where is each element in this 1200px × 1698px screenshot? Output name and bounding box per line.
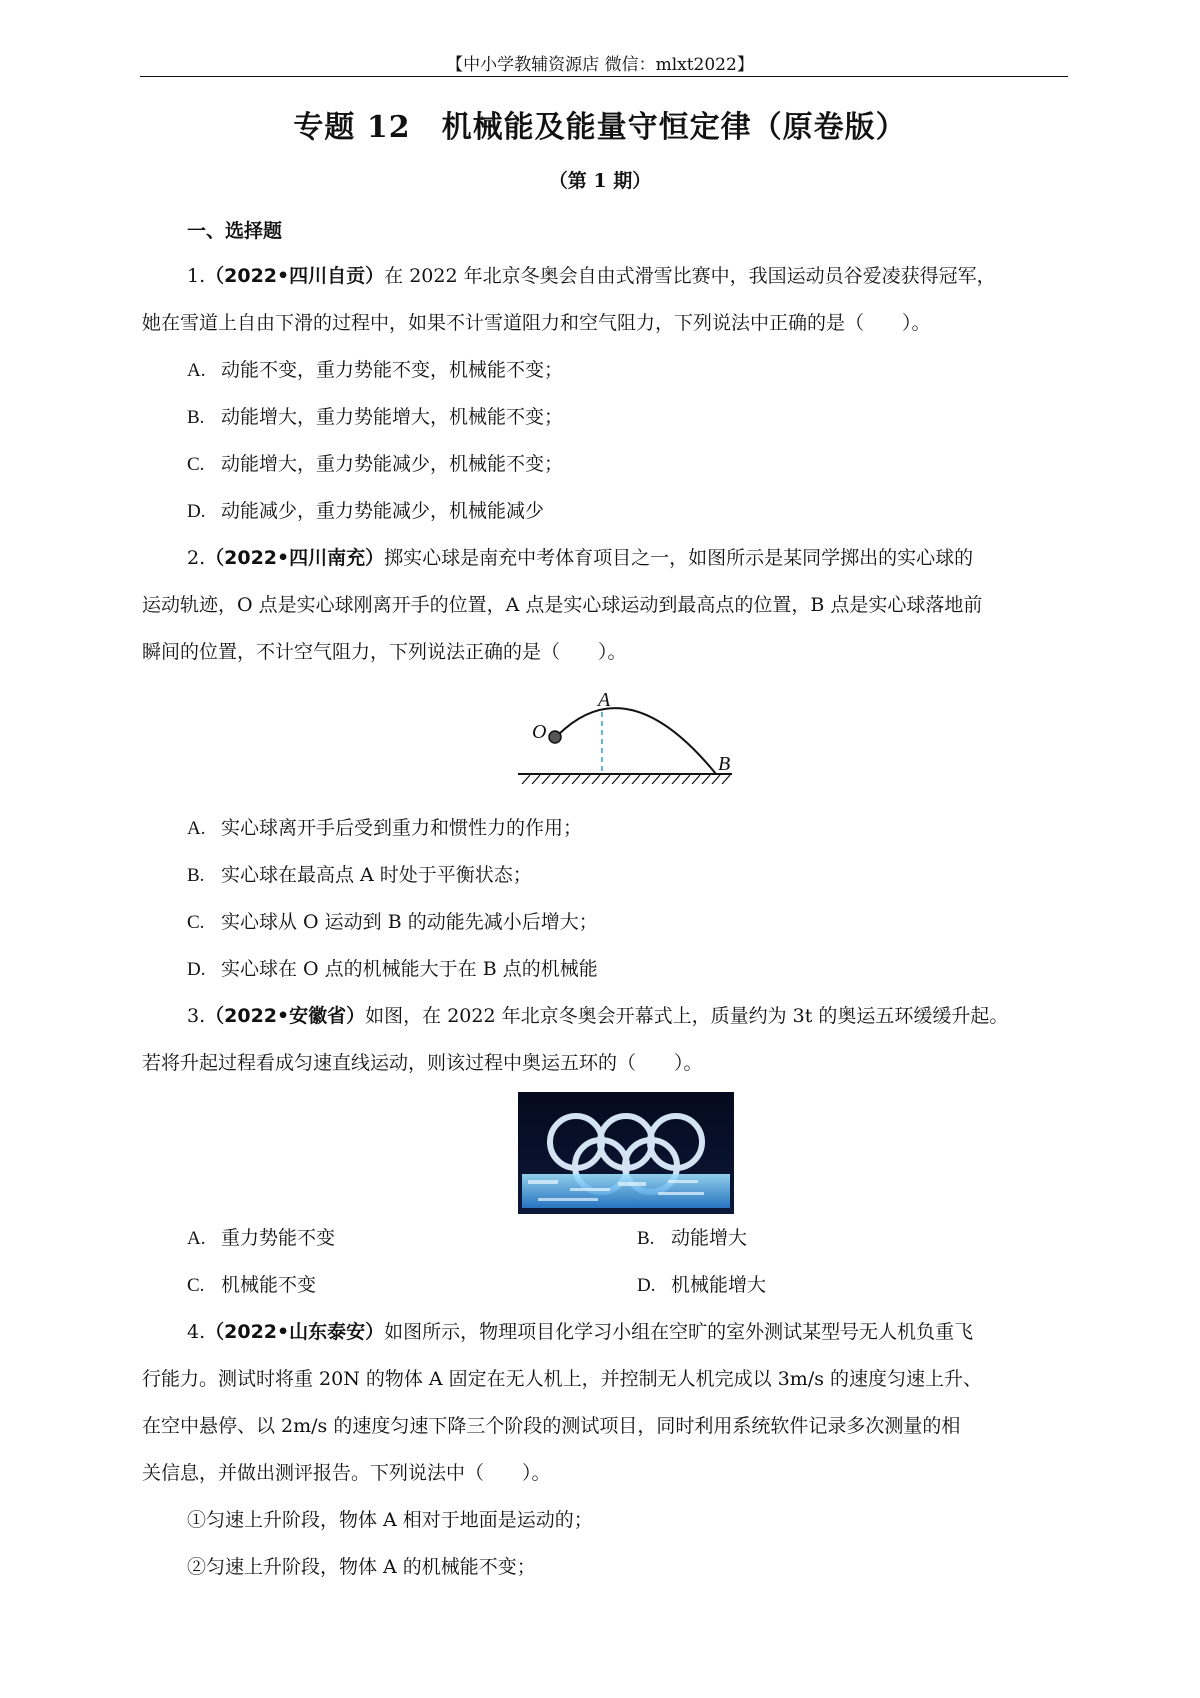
option-label: B. — [637, 1228, 655, 1249]
q4-line-4: 关信息，并做出测评报告。下列说法中（ ）。 — [142, 1462, 551, 1484]
option-text: 动能不变，重力势能不变，机械能不变； — [221, 359, 564, 381]
ball-icon — [549, 731, 561, 743]
q1-source: （2022•四川自贡） — [205, 265, 385, 287]
q1-option-c[interactable] — [187, 452, 563, 477]
q3-line-2: 若将升起过程看成匀速直线运动，则该过程中奥运五环的（ ）。 — [142, 1052, 703, 1074]
q1-option-b[interactable] — [187, 405, 563, 430]
option-label: B. — [187, 407, 205, 428]
q2-line-2: 运动轨迹，O 点是实心球刚离开手的位置，A 点是实心球运动到最高点的位置，B 点是实心球落地前 — [142, 594, 983, 616]
q4-statement-2: ②匀速上升阶段，物体 A 的机械能不变； — [187, 1556, 536, 1578]
option-text: 机械能增大 — [671, 1274, 767, 1296]
header-banner: 【中小学教辅资源店 微信：mlxt2022】 — [446, 55, 754, 75]
q3-option-b[interactable] — [637, 1226, 747, 1251]
option-text: 实心球离开手后受到重力和惯性力的作用； — [221, 817, 583, 839]
section-heading: 一、选择题 — [187, 220, 283, 242]
q1-number: 1. — [187, 265, 206, 287]
option-label: D. — [637, 1275, 656, 1296]
q3-option-c[interactable] — [187, 1273, 316, 1298]
q2-text-1: 掷实心球是南充中考体育项目之一，如图所示是某同学掷出的实心球的 — [384, 547, 974, 569]
option-text: 实心球在 O 点的机械能大于在 B 点的机械能 — [221, 958, 598, 980]
q4-source: （2022•山东泰安） — [205, 1321, 385, 1343]
option-label: A. — [187, 360, 206, 381]
label-a: A — [598, 689, 611, 711]
option-label: D. — [187, 501, 206, 522]
label-b: B — [718, 753, 731, 775]
q2-option-c[interactable] — [187, 910, 598, 935]
q1-text-1: 在 2022 年北京冬奥会自由式滑雪比赛中，我国运动员谷爱凌获得冠军， — [384, 265, 996, 287]
q2-line-3: 瞬间的位置，不计空气阻力，下列说法正确的是（ ）。 — [142, 641, 627, 663]
trajectory-curve — [558, 708, 716, 774]
option-label: B. — [187, 865, 205, 886]
label-o: O — [532, 721, 547, 743]
option-text: 动能增大，重力势能减少，机械能不变； — [221, 453, 564, 475]
q3-option-a[interactable] — [187, 1226, 335, 1251]
option-label: C. — [187, 454, 205, 475]
option-label: A. — [187, 818, 206, 839]
q2-line-1 — [187, 546, 973, 570]
option-text: 重力势能不变 — [221, 1227, 336, 1249]
q4-text-1: 如图所示，物理项目化学习小组在空旷的室外测试某型号无人机负重飞 — [384, 1321, 974, 1343]
q2-option-a[interactable] — [187, 816, 582, 841]
olympic-rings-photo — [518, 1092, 734, 1214]
ground-hatching — [522, 775, 730, 784]
page-title: 专题 12 机械能及能量守恒定律（原卷版） — [293, 110, 907, 145]
q3-number: 3. — [187, 1005, 206, 1027]
option-text: 机械能不变 — [221, 1274, 317, 1296]
q3-line-1 — [187, 1004, 1008, 1028]
option-label: A. — [187, 1228, 206, 1249]
option-text: 动能减少，重力势能减少，机械能减少 — [221, 500, 545, 522]
q1-option-d[interactable] — [187, 499, 544, 524]
q2-source: （2022•四川南充） — [205, 547, 385, 569]
q1-line-2: 她在雪道上自由下滑的过程中，如果不计雪道阻力和空气阻力，下列说法中正确的是（ ）。 — [142, 312, 931, 334]
q4-line-1 — [187, 1320, 973, 1344]
q3-source: （2022•安徽省） — [205, 1005, 366, 1027]
option-label: D. — [187, 959, 206, 980]
option-text: 动能增大，重力势能增大，机械能不变； — [221, 406, 564, 428]
q3-text-1: 如图，在 2022 年北京冬奥会开幕式上，质量约为 3t 的奥运五环缓缓升起。 — [365, 1005, 1009, 1027]
q4-statement-1: ①匀速上升阶段，物体 A 相对于地面是运动的； — [187, 1509, 593, 1531]
q2-option-d[interactable] — [187, 957, 598, 982]
option-text: 实心球从 O 运动到 B 的动能先减小后增大； — [221, 911, 598, 933]
q3-option-d[interactable] — [637, 1273, 766, 1298]
q4-number: 4. — [187, 1321, 206, 1343]
option-label: C. — [187, 912, 205, 933]
option-text: 实心球在最高点 A 时处于平衡状态； — [221, 864, 532, 886]
q2-number: 2. — [187, 547, 206, 569]
q4-line-3: 在空中悬停、以 2m/s 的速度匀速下降三个阶段的测试项目，同时利用系统软件记录多次测量的相 — [142, 1415, 961, 1437]
q4-line-2: 行能力。测试时将重 20N 的物体 A 固定在无人机上，并控制无人机完成以 3m/s 的速度匀速上升、 — [142, 1368, 983, 1390]
header-divider — [140, 76, 1068, 77]
q1-option-a[interactable] — [187, 358, 563, 383]
q2-option-b[interactable] — [187, 863, 532, 888]
trajectory-figure — [518, 688, 738, 784]
option-label: C. — [187, 1275, 205, 1296]
q1-line-1 — [187, 264, 996, 288]
page-subtitle: （第 1 期） — [548, 170, 652, 192]
ice-cube-icon — [522, 1174, 730, 1208]
option-text: 动能增大 — [671, 1227, 748, 1249]
